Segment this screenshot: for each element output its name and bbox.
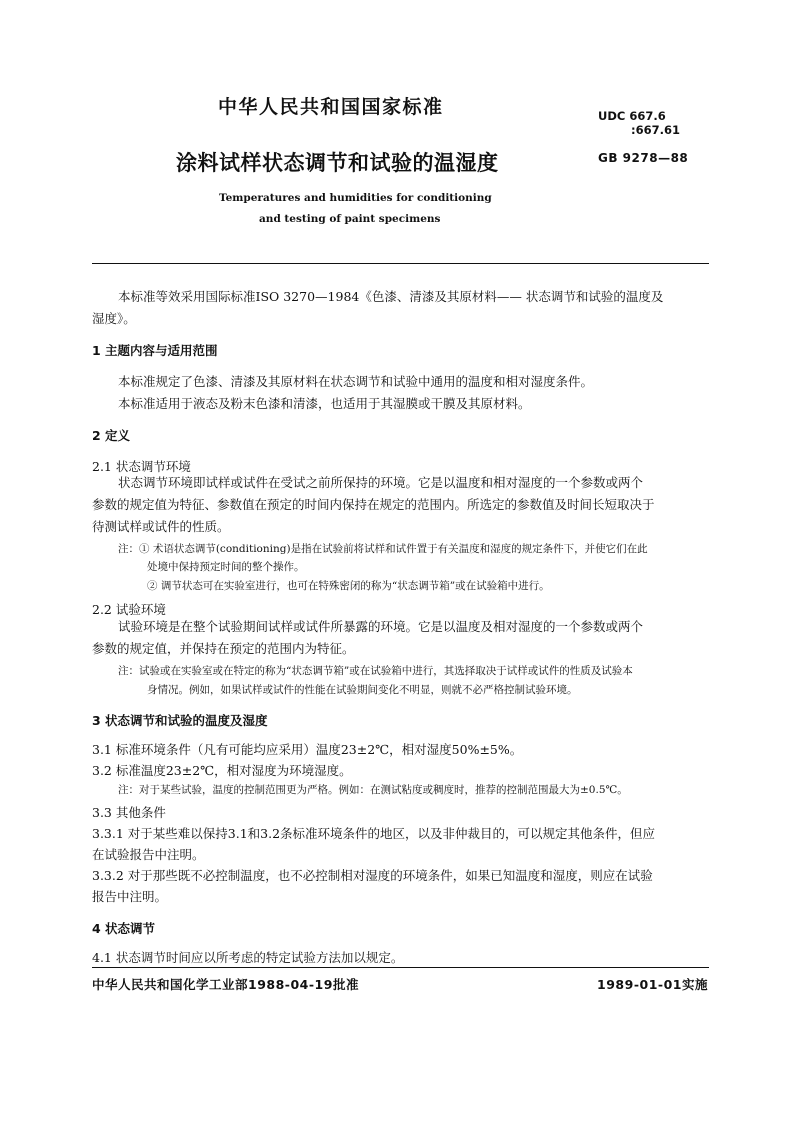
section-2-2-paragraph-line-2: 参数的规定值，并保持在预定的范围内为特征。 bbox=[92, 641, 355, 656]
standard-title-chinese: 涂料试样状态调节和试验的温湿度 bbox=[176, 151, 499, 175]
intro-line-1: 本标准等效采用国际标准ISO 3270—1984《色漆、清漆及其原材料—— 状态调节和试验的温度及 bbox=[118, 289, 664, 304]
section-2-heading: 2 定义 bbox=[92, 428, 131, 443]
section-2-2-paragraph-line-1: 试验环境是在整个试验期间试样或试件所暴露的环境。它是以温度及相对湿度的一个参数或两个 bbox=[118, 619, 644, 634]
section-3-3-2-line-1: 3.3.2 对于那些既不必控制温度，也不必控制相对湿度的环境条件，如果已知温度和湿度，则应在试验 bbox=[92, 868, 653, 883]
issuing-country-title: 中华人民共和国国家标准 bbox=[218, 96, 444, 118]
header-divider bbox=[92, 263, 709, 264]
section-1-paragraph-1: 本标准规定了色漆、清漆及其原材料在状态调节和试验中通用的温度和相对湿度条件。 bbox=[118, 374, 594, 389]
standard-title-english-line-1: Temperatures and humidities for conditioning bbox=[219, 192, 492, 204]
section-2-1-paragraph-line-3: 待测试样或试件的性质。 bbox=[92, 519, 230, 534]
section-2-1-note-1-line-1: 注：① 术语状态调节(conditioning)是指在试验前将试样和试件置于有关温度和湿度的规定条件下，并使它们在此 bbox=[118, 543, 648, 555]
section-3-3-2-line-2: 报告中注明。 bbox=[92, 889, 168, 904]
section-3-3-1-line-2: 在试验报告中注明。 bbox=[92, 847, 205, 862]
section-3-2: 3.2 标准温度23±2℃，相对湿度为环境湿度。 bbox=[92, 763, 352, 778]
section-2-2-note-line-2: 身情况。例如，如果试样或试件的性能在试验期间变化不明显，则就不必严格控制试验环境。 bbox=[147, 684, 578, 696]
footer-divider bbox=[92, 967, 709, 968]
section-1-paragraph-2: 本标准适用于液态及粉末色漆和清漆，也适用于其湿膜或干膜及其原材料。 bbox=[118, 396, 531, 411]
standard-number: GB 9278—88 bbox=[598, 151, 689, 165]
udc-line-1: UDC 667.6 bbox=[598, 109, 666, 123]
udc-line-2: :667.61 bbox=[631, 123, 680, 137]
udc-classification bbox=[598, 109, 680, 137]
effective-date: 1989-01-01实施 bbox=[597, 977, 708, 992]
intro-line-2: 湿度》。 bbox=[92, 311, 136, 326]
section-4-heading: 4 状态调节 bbox=[92, 921, 156, 936]
section-2-2-heading: 2.2 试验环境 bbox=[92, 602, 166, 617]
section-4-1: 4.1 状态调节时间应以所考虑的特定试验方法加以规定。 bbox=[92, 950, 404, 965]
section-3-3-1-line-1: 3.3.1 对于某些难以保持3.1和3.2条标准环境条件的地区，以及非仲裁目的，可以规定其他条件，但应 bbox=[92, 826, 656, 841]
section-3-1: 3.1 标准环境条件（凡有可能均应采用）温度23±2℃，相对湿度50%±5%。 bbox=[92, 742, 523, 757]
standard-title-english-line-2: and testing of paint specimens bbox=[259, 213, 441, 225]
section-3-2-note: 注：对于某些试验，温度的控制范围更为严格。例如：在测试粘度或稠度时，推荐的控制范围最大为±0.5℃。 bbox=[118, 784, 628, 796]
approval-statement: 中华人民共和国化学工业部1988-04-19批准 bbox=[92, 977, 359, 992]
section-3-3-heading: 3.3 其他条件 bbox=[92, 805, 166, 820]
section-2-1-note-1-line-2: 处境中保持预定时间的整个操作。 bbox=[147, 561, 305, 573]
section-2-1-note-2: ② 调节状态可在实验室进行，也可在特殊密闭的称为“状态调节箱”或在试验箱中进行。 bbox=[147, 580, 550, 592]
section-3-heading: 3 状态调节和试验的温度及湿度 bbox=[92, 713, 268, 728]
section-2-1-paragraph-line-1: 状态调节环境即试样或试件在受试之前所保持的环境。它是以温度和相对湿度的一个参数或两个 bbox=[118, 475, 644, 490]
section-2-1-heading: 2.1 状态调节环境 bbox=[92, 459, 191, 474]
section-1-heading: 1 主题内容与适用范围 bbox=[92, 343, 218, 358]
section-2-2-note-line-1: 注：试验或在实验室或在特定的称为“状态调节箱”或在试验箱中进行，其选择取决于试样或试件的性质及试验本 bbox=[118, 665, 633, 677]
section-2-1-paragraph-line-2: 参数的规定值为特征、参数值在预定的时间内保持在规定的范围内。所选定的参数值及时间长短取决于 bbox=[92, 497, 655, 512]
